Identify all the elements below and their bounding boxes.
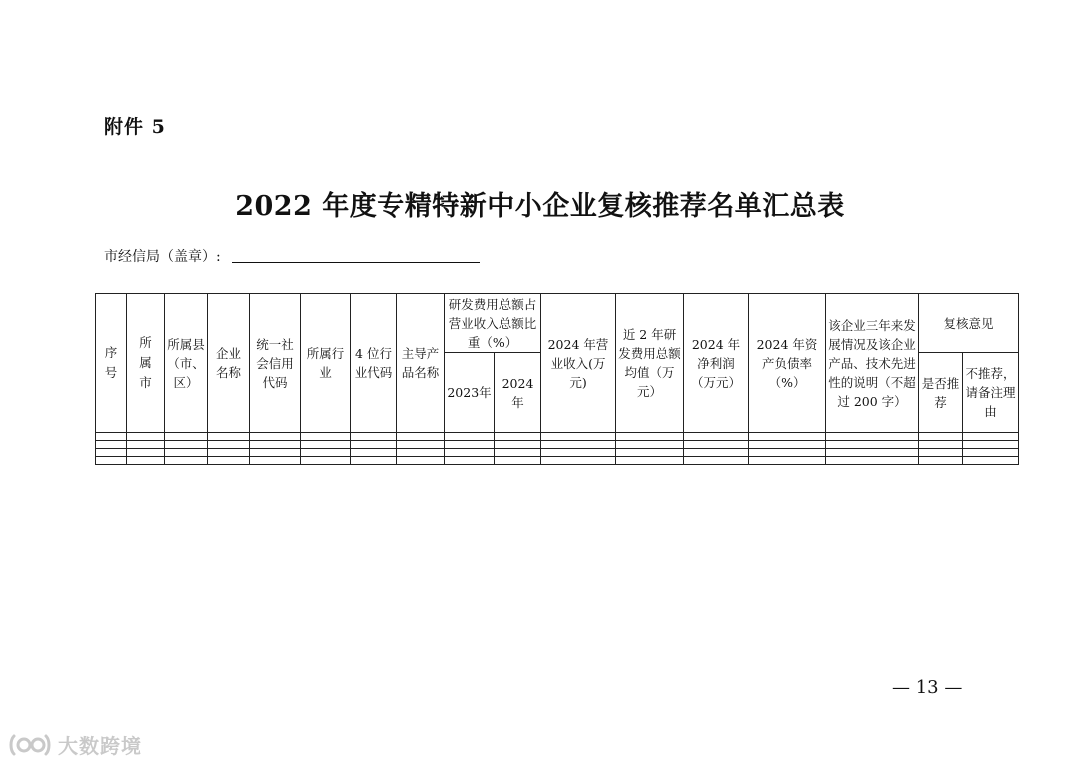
table-cell[interactable]	[749, 449, 826, 457]
document-title: 2022 年度专精特新中小企业复核推荐名单汇总表	[235, 191, 845, 222]
table-cell[interactable]	[250, 457, 301, 465]
table-cell[interactable]	[541, 441, 616, 449]
watermark-logo-icon	[8, 732, 52, 758]
table-cell[interactable]	[616, 433, 684, 441]
table-cell[interactable]	[250, 441, 301, 449]
table-cell[interactable]	[826, 449, 919, 457]
table-cell[interactable]	[495, 457, 541, 465]
header-main-product: 主导产品名称	[397, 294, 445, 433]
table-cell[interactable]	[208, 457, 250, 465]
table-cell[interactable]	[445, 457, 495, 465]
header-credit-code: 统一社会信用代码	[250, 294, 301, 433]
table-cell[interactable]	[127, 441, 165, 449]
header-company-name: 企业名称	[208, 294, 250, 433]
table-cell[interactable]	[445, 449, 495, 457]
table-cell[interactable]	[301, 433, 351, 441]
header-net-profit-2024: 2024 年净利润（万元）	[684, 294, 749, 433]
table-cell[interactable]	[963, 433, 1019, 441]
table-cell[interactable]	[301, 441, 351, 449]
table-cell[interactable]	[351, 449, 397, 457]
table-cell[interactable]	[919, 449, 963, 457]
table-cell[interactable]	[684, 433, 749, 441]
table-cell[interactable]	[495, 433, 541, 441]
table-cell[interactable]	[351, 441, 397, 449]
table-body	[96, 433, 1019, 465]
table-cell[interactable]	[963, 441, 1019, 449]
table-cell[interactable]	[127, 457, 165, 465]
table-cell[interactable]	[301, 457, 351, 465]
header-recommend: 是否推荐	[919, 353, 963, 433]
table-cell[interactable]	[397, 449, 445, 457]
table-cell[interactable]	[684, 441, 749, 449]
table-cell[interactable]	[749, 441, 826, 449]
table-row	[96, 449, 1019, 457]
page-number: — 13 —	[892, 677, 963, 698]
table-cell[interactable]	[749, 433, 826, 441]
attachment-label: 附件 5	[104, 116, 166, 138]
table-cell[interactable]	[208, 441, 250, 449]
table-cell[interactable]	[127, 449, 165, 457]
header-rd-2023: 2023年	[445, 353, 495, 433]
table-cell[interactable]	[445, 441, 495, 449]
header-industry-code: 4 位行业代码	[351, 294, 397, 433]
header-revenue-2024: 2024 年营业收入(万元)	[541, 294, 616, 433]
table-cell[interactable]	[397, 441, 445, 449]
table-cell[interactable]	[165, 449, 208, 457]
table-cell[interactable]	[96, 449, 127, 457]
header-rd-ratio: 研发费用总额占营业收入总额比重（%）	[445, 294, 541, 353]
table-cell[interactable]	[165, 457, 208, 465]
table-cell[interactable]	[684, 457, 749, 465]
watermark-text: 大数跨境	[58, 734, 142, 758]
table-cell[interactable]	[826, 457, 919, 465]
header-rd-2024: 2024年	[495, 353, 541, 433]
table-row	[96, 441, 1019, 449]
table-cell[interactable]	[826, 433, 919, 441]
table-cell[interactable]	[208, 433, 250, 441]
table-cell[interactable]	[963, 449, 1019, 457]
table-cell[interactable]	[165, 433, 208, 441]
table-cell[interactable]	[749, 457, 826, 465]
table-cell[interactable]	[684, 449, 749, 457]
table-cell[interactable]	[616, 457, 684, 465]
header-no: 序号	[96, 294, 127, 433]
submitter-label: 市经信局（盖章）:	[104, 249, 221, 265]
table-cell[interactable]	[127, 433, 165, 441]
summary-table	[95, 293, 1019, 465]
table-cell[interactable]	[397, 433, 445, 441]
table-cell[interactable]	[495, 449, 541, 457]
table-cell[interactable]	[495, 441, 541, 449]
table-cell[interactable]	[250, 433, 301, 441]
table-cell[interactable]	[616, 441, 684, 449]
header-county: 所属县（市、区）	[165, 294, 208, 433]
table-cell[interactable]	[541, 457, 616, 465]
header-debt-ratio-2024: 2024 年资产负债率（%）	[749, 294, 826, 433]
table-cell[interactable]	[397, 457, 445, 465]
table-cell[interactable]	[351, 457, 397, 465]
table-cell[interactable]	[250, 449, 301, 457]
header-industry: 所属行业	[301, 294, 351, 433]
table-cell[interactable]	[208, 449, 250, 457]
header-not-recommend-reason: 不推荐，请备注理由	[963, 353, 1019, 433]
table-cell[interactable]	[445, 433, 495, 441]
header-rd-average: 近 2 年研发费用总额均值（万元）	[616, 294, 684, 433]
table-cell[interactable]	[301, 449, 351, 457]
header-city: 所属市	[127, 294, 165, 433]
table-cell[interactable]	[165, 441, 208, 449]
header-review-opinion: 复核意见	[919, 294, 1019, 353]
table-row	[96, 457, 1019, 465]
table-cell[interactable]	[96, 441, 127, 449]
table-row	[96, 433, 1019, 441]
table-cell[interactable]	[919, 457, 963, 465]
table-cell[interactable]	[963, 457, 1019, 465]
table-cell[interactable]	[351, 433, 397, 441]
table-cell[interactable]	[919, 433, 963, 441]
table-cell[interactable]	[541, 449, 616, 457]
watermark	[8, 730, 142, 759]
stamp-signature-line	[232, 262, 480, 263]
table-cell[interactable]	[96, 457, 127, 465]
table-cell[interactable]	[616, 449, 684, 457]
table-cell[interactable]	[541, 433, 616, 441]
table-cell[interactable]	[826, 441, 919, 449]
table-cell[interactable]	[919, 441, 963, 449]
table-cell[interactable]	[96, 433, 127, 441]
header-development-description: 该企业三年来发展情况及该企业产品、技术先进性的说明（不超过 200 字）	[826, 294, 919, 433]
